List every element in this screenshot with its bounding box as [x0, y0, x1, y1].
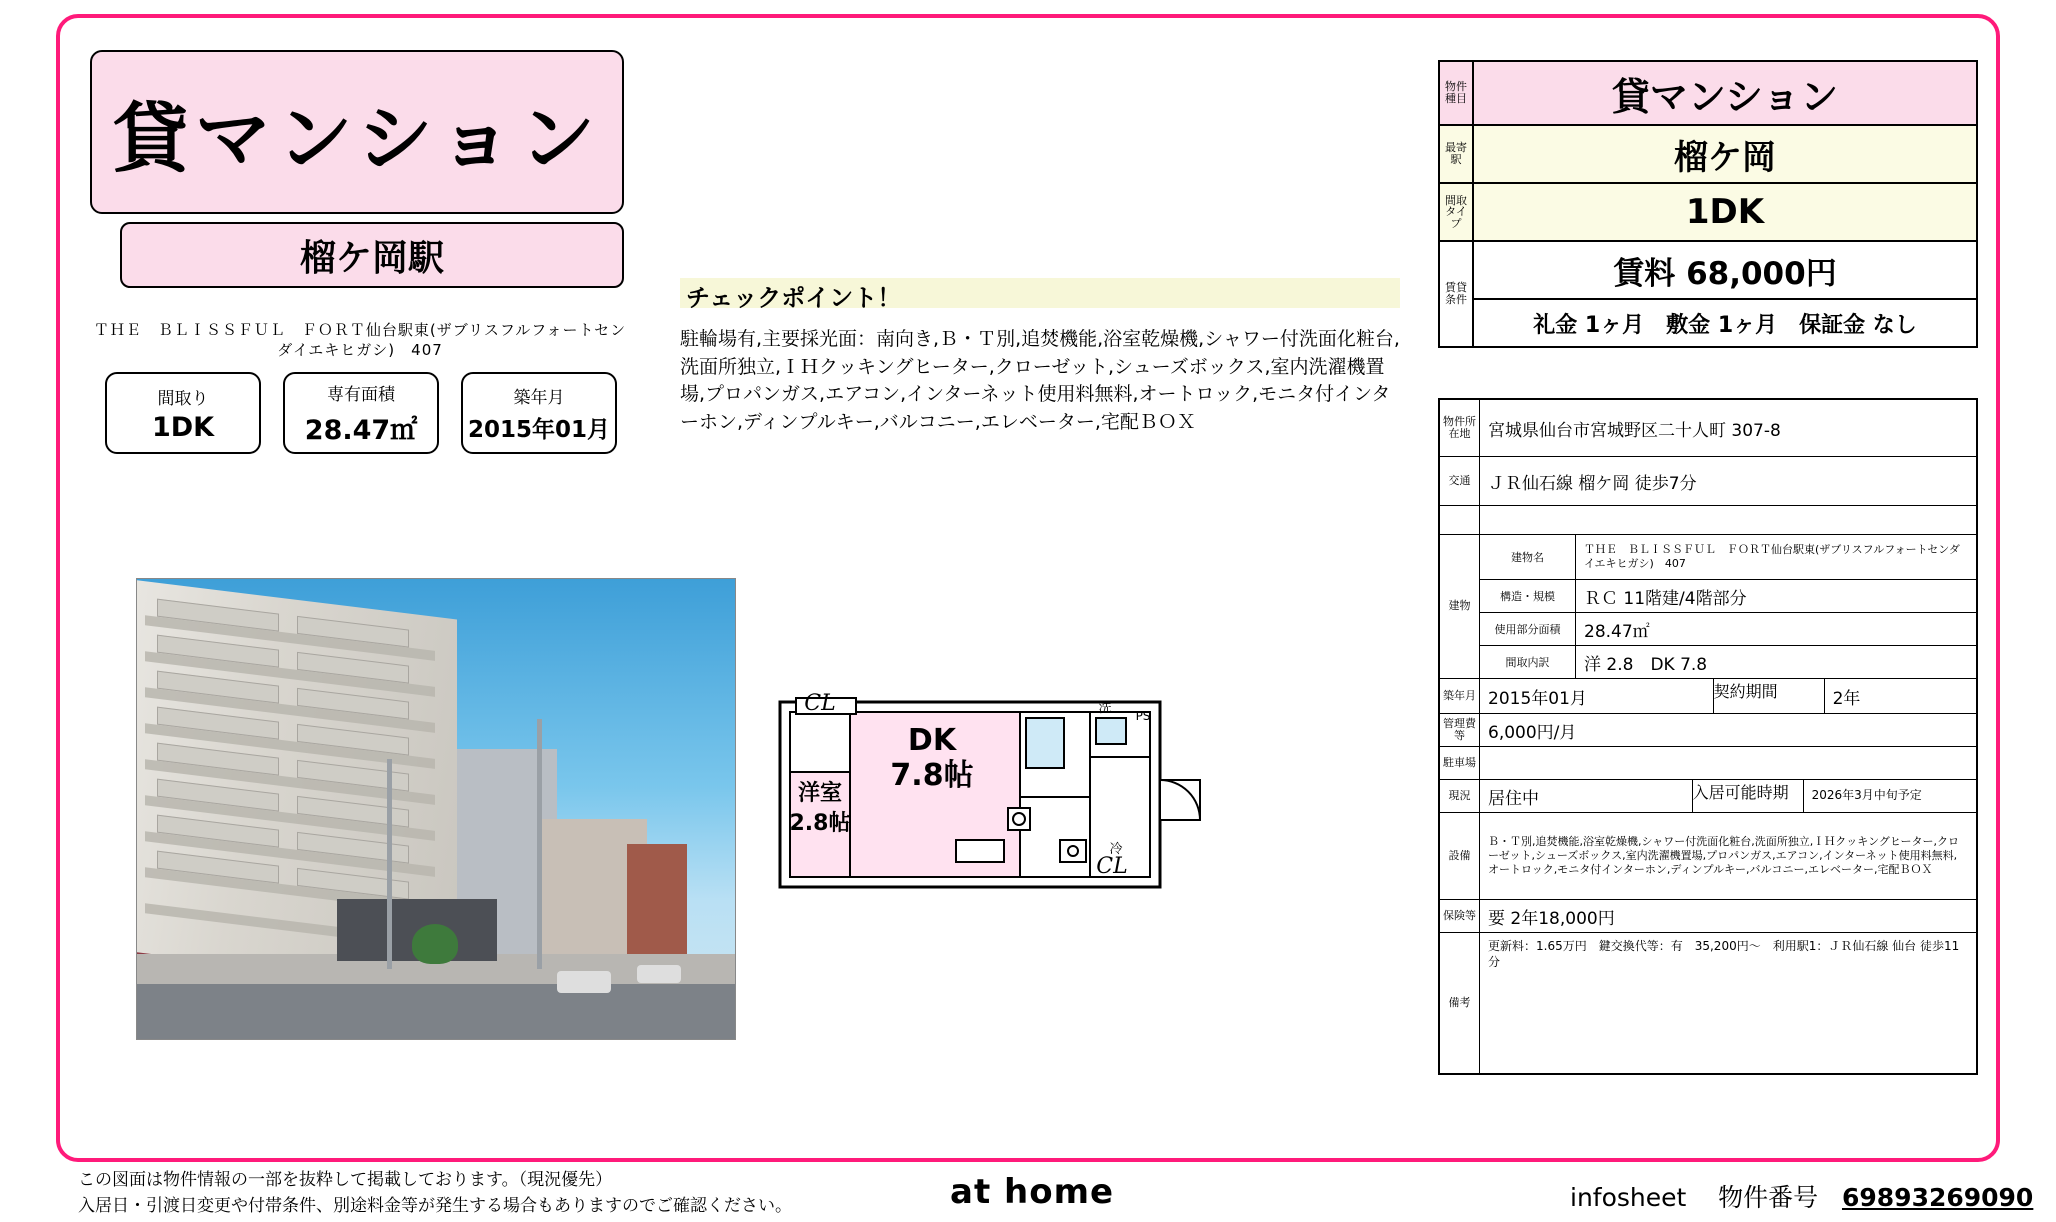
- detail-row-parking: [1440, 747, 1976, 780]
- photo-road: [137, 984, 735, 1040]
- detail-row-access: [1440, 457, 1976, 506]
- detail-value-contract: 2年: [1832, 688, 1861, 709]
- summary-value-layout: 1DK: [1685, 192, 1765, 232]
- detail-row-insurance: [1440, 900, 1976, 933]
- photo-utility-pole-1: [537, 719, 542, 969]
- detail-value-remarks: 更新料：1.65万円 鍵交換代等：有 35,200円～ 利用駅1：ＪＲ仙石線 仙台 徒歩11分: [1488, 939, 1960, 969]
- checkpoint-body: 駐輪場有,主要採光面：南向き,Ｂ・Ｔ別,追焚機能,浴室乾燥機,シャワー付洗面化粧台,洗面所独立,ＩＨクッキングヒーター,クローゼット,シューズボックス,室内洗濯機置場,プロパンガス,エアコン,インターネット使用料無料,オートロック,モニタ付インターホン,ディンプルキー,バルコニー,エレベーター,宅配ＢＯＸ: [680, 328, 1400, 433]
- plan-label-ps: PS: [1135, 709, 1151, 723]
- plan-label-fridge: 冷: [1109, 842, 1123, 857]
- detail-label-available: 入居可能時期: [1692, 780, 1804, 812]
- detail-label-remarks: 備考: [1440, 933, 1480, 1073]
- detail-row-building-name: [1480, 535, 1976, 580]
- plan-label-cl-1: CL: [804, 691, 836, 716]
- athome-logo-text: at home: [950, 1172, 1115, 1212]
- summary-value-station: 榴ケ岡: [1674, 137, 1776, 178]
- detail-value-equip: Ｂ・Ｔ別,追焚機能,浴室乾燥機,シャワー付洗面化粧台,洗面所独立,ＩＨクッキングヒーター,クローゼット,シューズボックス,室内洗濯機置場,プロパンガス,エアコン,インターネット使用料無料,オートロック,モニタ付インターホン,ディンプルキー,バルコニー,エレベーター,宅配ＢＯＸ: [1488, 835, 1959, 876]
- detail-label-parking: 駐車場: [1440, 747, 1480, 779]
- detail-value-status: 居住中: [1488, 788, 1539, 809]
- detail-label-contract: 契約期間: [1713, 679, 1825, 713]
- detail-value-address: 宮城県仙台市宮城野区二十人町 307-8: [1488, 420, 1781, 441]
- detail-label-address: 物件所在地: [1440, 400, 1480, 456]
- detail-row-address: [1440, 400, 1976, 457]
- detail-row-structure: [1480, 580, 1976, 613]
- property-no-label: 物件番号: [1718, 1183, 1819, 1212]
- property-type-title: [90, 50, 624, 214]
- detail-row-buildyear: [1440, 679, 1976, 714]
- checkpoint-title: チェックポイント！: [680, 278, 1400, 308]
- detail-label-structure: 構造・規模: [1480, 580, 1576, 612]
- summary-value-type: 貸マンション: [1611, 74, 1839, 119]
- photo-utility-pole-2: [387, 759, 392, 969]
- floor-plan: [760, 690, 1340, 940]
- detail-value-access: ＪＲ仙石線 榴ケ岡 徒歩7分: [1488, 473, 1697, 494]
- plan-label-wash: 洗: [1098, 701, 1112, 716]
- detail-row-status: [1440, 780, 1976, 813]
- detail-value-building-name: ＴＨＥ ＢＬＩＳＳＦＵＬ ＦＯＲＴ仙台駅東(ザブリスフルフォートセンダイエキヒガシ) 407: [1584, 543, 1960, 570]
- photo-car-2: [637, 965, 681, 983]
- footer-note-line2: 入居日・引渡日変更や付帯条件、別途料金等が発生する場合もありますのでご確認ください。: [78, 1195, 792, 1216]
- summary-table: [1438, 60, 1978, 348]
- spec-layout: [105, 372, 261, 454]
- footer-note: [78, 1168, 978, 1219]
- summary-row-layout: [1440, 184, 1976, 242]
- spec-area-value: 28.47㎡: [304, 414, 418, 446]
- summary-row-rent-group: [1440, 242, 1976, 346]
- detail-value-area: 28.47㎡: [1584, 621, 1650, 642]
- detail-label-equip: 設備: [1440, 813, 1480, 899]
- summary-row-type: [1440, 62, 1976, 126]
- detail-value-mgmt: 6,000円/月: [1488, 722, 1577, 743]
- property-photo: [136, 578, 736, 1040]
- summary-label-rent: 賃貸条件: [1440, 242, 1474, 346]
- detail-label-buildyear: 築年月: [1440, 679, 1480, 713]
- detail-value-layout-detail: 洋 2.8 DK 7.8: [1584, 654, 1708, 675]
- summary-value-deposit: 礼金 1ヶ月 敷金 1ヶ月 保証金 なし: [1533, 312, 1917, 338]
- spec-builtyear: [461, 372, 617, 454]
- detail-row-layout-detail: [1480, 646, 1976, 678]
- detail-table: [1438, 398, 1978, 1075]
- detail-value-parking: [1480, 747, 1976, 779]
- detail-row-equip: [1440, 813, 1976, 900]
- detail-label-insurance: 保険等: [1440, 900, 1480, 932]
- summary-row-station: [1440, 126, 1976, 184]
- summary-row-rent: [1474, 242, 1976, 300]
- detail-label-building-name: 建物名: [1480, 535, 1576, 579]
- plan-label-cl-2: CL: [1096, 854, 1128, 879]
- spec-area-label: 専有面積: [327, 384, 395, 405]
- detail-label-spacer: [1440, 506, 1480, 534]
- photo-plant: [412, 924, 458, 964]
- summary-label-station: 最寄駅: [1440, 126, 1474, 182]
- detail-label-area: 使用部分面積: [1480, 613, 1576, 645]
- detail-label-access: 交通: [1440, 457, 1480, 505]
- detail-value-spacer: [1480, 506, 1976, 534]
- station-title: [120, 222, 624, 288]
- detail-row-spacer: [1440, 506, 1976, 535]
- spec-builtyear-label: 築年月: [513, 387, 565, 408]
- property-type-text: 貸マンション: [112, 93, 602, 183]
- detail-value-available: 2026年3月中旬予定: [1811, 788, 1922, 803]
- infosheet-footer: [1570, 1178, 2033, 1214]
- detail-row-remarks: [1440, 933, 1976, 1073]
- detail-label-layout-detail: 間取内訳: [1480, 646, 1576, 678]
- summary-value-rent: 賃料 68,000円: [1613, 255, 1837, 292]
- property-no-value: 69893269090: [1841, 1183, 2034, 1212]
- infosheet-label: infosheet: [1570, 1183, 1687, 1212]
- detail-value-buildyear: 2015年01月: [1488, 688, 1587, 709]
- detail-value-insurance: 要 2年18,000円: [1488, 908, 1615, 929]
- photo-car-1: [557, 971, 611, 993]
- detail-label-status: 現況: [1440, 780, 1480, 812]
- detail-row-area: [1480, 613, 1976, 646]
- detail-value-structure: ＲＣ 11階建/4階部分: [1584, 588, 1747, 609]
- spec-area: [283, 372, 439, 454]
- footer-note-line1: この図面は物件情報の一部を抜粋して掲載しております。（現況優先）: [78, 1170, 613, 1190]
- detail-row-building: [1440, 535, 1976, 679]
- station-text: 榴ケ岡駅: [299, 237, 444, 279]
- building-name: ＴＨＥ ＢＬＩＳＳＦＵＬ ＦＯＲＴ仙台駅東(ザブリスフルフォートセンダイエキヒガシ) 407: [93, 321, 627, 360]
- summary-row-deposit: [1474, 300, 1976, 346]
- plan-room-2-size: 7.8帖: [890, 758, 974, 793]
- spec-layout-value: 1DK: [151, 411, 215, 443]
- detail-building-subtable: [1480, 535, 1976, 678]
- detail-row-mgmt: [1440, 714, 1976, 747]
- spec-row: [105, 372, 617, 454]
- spec-layout-label: 間取り: [157, 388, 209, 409]
- detail-label-mgmt: 管理費等: [1440, 714, 1480, 746]
- summary-label-layout: 間取タイプ: [1440, 184, 1474, 240]
- summary-label-type: 物件種目: [1440, 62, 1474, 124]
- spec-builtyear-value: 2015年01月: [467, 416, 611, 443]
- plan-room-2-name: DK: [907, 723, 957, 758]
- plan-room-1-name: 洋室: [797, 781, 843, 806]
- plan-room-1-size: 2.8帖: [789, 811, 851, 836]
- detail-label-building: 建物: [1440, 535, 1480, 678]
- athome-logo: [950, 1172, 1114, 1212]
